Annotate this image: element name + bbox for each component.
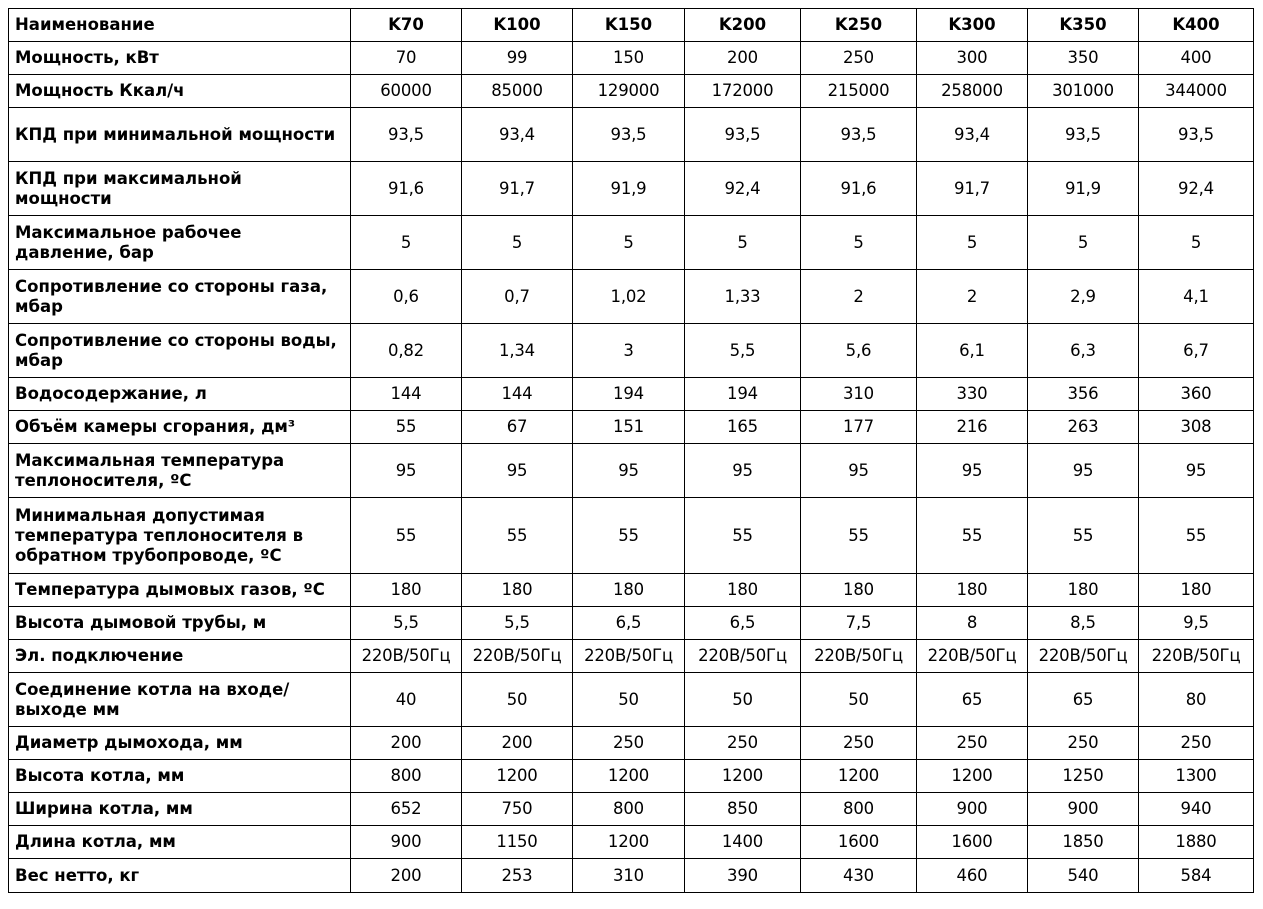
table-cell: 180 <box>1028 574 1139 607</box>
table-cell: 216 <box>917 411 1028 444</box>
table-cell: 5 <box>462 216 573 270</box>
table-cell: 40 <box>351 673 462 727</box>
table-row <box>9 42 1254 75</box>
table-cell: 180 <box>801 574 917 607</box>
table-cell: 8,5 <box>1028 607 1139 640</box>
table-cell: 540 <box>1028 859 1139 893</box>
table-cell: 95 <box>1028 444 1139 498</box>
table-cell: 330 <box>917 378 1028 411</box>
table-cell: 91,9 <box>1028 162 1139 216</box>
table-cell: 850 <box>685 793 801 826</box>
table-cell: 65 <box>917 673 1028 727</box>
table-cell: 91,9 <box>573 162 685 216</box>
table-cell: 50 <box>801 673 917 727</box>
table-cell: 652 <box>351 793 462 826</box>
table-cell: 390 <box>685 859 801 893</box>
table-cell: 430 <box>801 859 917 893</box>
table-cell: 172000 <box>685 75 801 108</box>
table-cell: 55 <box>1139 498 1254 574</box>
table-cell: 93,4 <box>917 108 1028 162</box>
table-row <box>9 411 1254 444</box>
table-cell: 250 <box>801 727 917 760</box>
table-cell: 180 <box>351 574 462 607</box>
table-cell: 93,5 <box>573 108 685 162</box>
row-label: Высота дымовой трубы, м <box>9 607 351 640</box>
table-row <box>9 826 1254 859</box>
table-cell: 50 <box>685 673 801 727</box>
table-cell: 144 <box>351 378 462 411</box>
table-cell: 6,5 <box>685 607 801 640</box>
table-cell: 7,5 <box>801 607 917 640</box>
table-cell: 1300 <box>1139 760 1254 793</box>
row-label: Сопротивление со стороны воды, мбар <box>9 324 351 378</box>
table-cell: 0,82 <box>351 324 462 378</box>
table-cell: 356 <box>1028 378 1139 411</box>
table-cell: 360 <box>1139 378 1254 411</box>
table-cell: 460 <box>917 859 1028 893</box>
table-cell: 55 <box>801 498 917 574</box>
table-cell: 5,5 <box>685 324 801 378</box>
table-cell: 55 <box>917 498 1028 574</box>
table-cell: 144 <box>462 378 573 411</box>
table-cell: 92,4 <box>1139 162 1254 216</box>
model-column-header: K200 <box>685 9 801 42</box>
table-cell: 180 <box>573 574 685 607</box>
table-cell: 93,5 <box>1139 108 1254 162</box>
table-cell: 165 <box>685 411 801 444</box>
table-cell: 263 <box>1028 411 1139 444</box>
row-label: Длина котла, мм <box>9 826 351 859</box>
table-cell: 200 <box>351 727 462 760</box>
table-cell: 250 <box>917 727 1028 760</box>
table-cell: 85000 <box>462 75 573 108</box>
table-cell: 300 <box>917 42 1028 75</box>
table-cell: 5 <box>573 216 685 270</box>
row-label: Ширина котла, мм <box>9 793 351 826</box>
table-cell: 1200 <box>573 826 685 859</box>
table-cell: 1150 <box>462 826 573 859</box>
table-cell: 70 <box>351 42 462 75</box>
table-cell: 99 <box>462 42 573 75</box>
table-cell: 200 <box>351 859 462 893</box>
table-row <box>9 498 1254 574</box>
table-cell: 250 <box>1139 727 1254 760</box>
table-cell: 1200 <box>685 760 801 793</box>
table-cell: 5 <box>351 216 462 270</box>
table-cell: 4,1 <box>1139 270 1254 324</box>
table-cell: 180 <box>1139 574 1254 607</box>
table-cell: 3 <box>573 324 685 378</box>
table-cell: 91,6 <box>351 162 462 216</box>
table-row <box>9 859 1254 893</box>
table-cell: 6,7 <box>1139 324 1254 378</box>
table-cell: 1880 <box>1139 826 1254 859</box>
table-cell: 5 <box>1028 216 1139 270</box>
table-cell: 220В/50Гц <box>1028 640 1139 673</box>
name-column-header: Наименование <box>9 9 351 42</box>
row-label: Мощность, кВт <box>9 42 351 75</box>
table-cell: 250 <box>1028 727 1139 760</box>
model-column-header: K350 <box>1028 9 1139 42</box>
table-cell: 65 <box>1028 673 1139 727</box>
table-cell: 1850 <box>1028 826 1139 859</box>
table-cell: 180 <box>462 574 573 607</box>
table-cell: 177 <box>801 411 917 444</box>
table-cell: 194 <box>685 378 801 411</box>
table-cell: 180 <box>917 574 1028 607</box>
row-label: Эл. подключение <box>9 640 351 673</box>
table-cell: 2 <box>917 270 1028 324</box>
table-cell: 0,7 <box>462 270 573 324</box>
table-cell: 5,6 <box>801 324 917 378</box>
table-cell: 800 <box>801 793 917 826</box>
table-cell: 1200 <box>801 760 917 793</box>
table-cell: 91,7 <box>917 162 1028 216</box>
table-cell: 129000 <box>573 75 685 108</box>
table-cell: 55 <box>351 498 462 574</box>
table-cell: 95 <box>573 444 685 498</box>
table-cell: 800 <box>573 793 685 826</box>
table-cell: 1400 <box>685 826 801 859</box>
table-cell: 1200 <box>573 760 685 793</box>
table-cell: 95 <box>462 444 573 498</box>
row-label: Мощность Ккал/ч <box>9 75 351 108</box>
table-row <box>9 324 1254 378</box>
table-cell: 93,5 <box>685 108 801 162</box>
table-cell: 310 <box>801 378 917 411</box>
table-cell: 1250 <box>1028 760 1139 793</box>
model-column-header: K100 <box>462 9 573 42</box>
model-column-header: K300 <box>917 9 1028 42</box>
table-row <box>9 727 1254 760</box>
spec-table <box>8 8 1254 893</box>
table-cell: 6,5 <box>573 607 685 640</box>
table-cell: 151 <box>573 411 685 444</box>
table-row <box>9 216 1254 270</box>
table-cell: 6,3 <box>1028 324 1139 378</box>
table-cell: 1600 <box>917 826 1028 859</box>
table-cell: 900 <box>1028 793 1139 826</box>
table-cell: 220В/50Гц <box>685 640 801 673</box>
table-cell: 344000 <box>1139 75 1254 108</box>
table-cell: 80 <box>1139 673 1254 727</box>
table-cell: 95 <box>685 444 801 498</box>
table-row <box>9 162 1254 216</box>
table-cell: 200 <box>462 727 573 760</box>
table-cell: 180 <box>685 574 801 607</box>
table-cell: 93,5 <box>1028 108 1139 162</box>
table-cell: 250 <box>573 727 685 760</box>
table-cell: 400 <box>1139 42 1254 75</box>
table-cell: 220В/50Гц <box>1139 640 1254 673</box>
table-cell: 900 <box>917 793 1028 826</box>
table-cell: 93,5 <box>801 108 917 162</box>
table-cell: 55 <box>573 498 685 574</box>
table-cell: 150 <box>573 42 685 75</box>
table-cell: 220В/50Гц <box>462 640 573 673</box>
table-cell: 350 <box>1028 42 1139 75</box>
table-cell: 5,5 <box>351 607 462 640</box>
table-cell: 92,4 <box>685 162 801 216</box>
table-cell: 5 <box>685 216 801 270</box>
table-cell: 2,9 <box>1028 270 1139 324</box>
row-label: Вес нетто, кг <box>9 859 351 893</box>
table-row <box>9 574 1254 607</box>
row-label: Соединение котла на входе/выходе мм <box>9 673 351 727</box>
row-label: Максимальное рабочее давление, бар <box>9 216 351 270</box>
row-label: Объём камеры сгорания, дм³ <box>9 411 351 444</box>
table-cell: 220В/50Гц <box>573 640 685 673</box>
table-cell: 91,6 <box>801 162 917 216</box>
table-cell: 1,33 <box>685 270 801 324</box>
table-cell: 95 <box>801 444 917 498</box>
table-row <box>9 607 1254 640</box>
table-cell: 1600 <box>801 826 917 859</box>
table-cell: 220В/50Гц <box>801 640 917 673</box>
table-cell: 310 <box>573 859 685 893</box>
table-cell: 50 <box>462 673 573 727</box>
table-cell: 800 <box>351 760 462 793</box>
row-label: Диаметр дымохода, мм <box>9 727 351 760</box>
table-cell: 308 <box>1139 411 1254 444</box>
table-cell: 6,1 <box>917 324 1028 378</box>
table-cell: 940 <box>1139 793 1254 826</box>
table-row <box>9 378 1254 411</box>
table-cell: 5 <box>801 216 917 270</box>
row-label: КПД при максимальной мощности <box>9 162 351 216</box>
table-cell: 9,5 <box>1139 607 1254 640</box>
row-label: Максимальная температура теплоносителя, ºС <box>9 444 351 498</box>
model-column-header: K70 <box>351 9 462 42</box>
model-column-header: K150 <box>573 9 685 42</box>
table-cell: 900 <box>351 826 462 859</box>
model-column-header: K250 <box>801 9 917 42</box>
table-cell: 93,4 <box>462 108 573 162</box>
table-cell: 200 <box>685 42 801 75</box>
table-cell: 95 <box>917 444 1028 498</box>
table-cell: 1,34 <box>462 324 573 378</box>
row-label: Высота котла, мм <box>9 760 351 793</box>
table-cell: 2 <box>801 270 917 324</box>
table-row <box>9 75 1254 108</box>
table-cell: 91,7 <box>462 162 573 216</box>
row-label: Минимальная допустимая температура теплоносителя в обратном трубопроводе, ºС <box>9 498 351 574</box>
table-cell: 750 <box>462 793 573 826</box>
table-row <box>9 640 1254 673</box>
table-cell: 5 <box>1139 216 1254 270</box>
table-cell: 194 <box>573 378 685 411</box>
table-cell: 584 <box>1139 859 1254 893</box>
row-label: КПД при минимальной мощности <box>9 108 351 162</box>
table-cell: 60000 <box>351 75 462 108</box>
table-cell: 215000 <box>801 75 917 108</box>
model-column-header: K400 <box>1139 9 1254 42</box>
table-cell: 5 <box>917 216 1028 270</box>
table-header-row <box>9 9 1254 42</box>
table-cell: 55 <box>685 498 801 574</box>
table-cell: 250 <box>801 42 917 75</box>
table-row <box>9 760 1254 793</box>
table-cell: 0,6 <box>351 270 462 324</box>
table-cell: 253 <box>462 859 573 893</box>
table-cell: 93,5 <box>351 108 462 162</box>
table-cell: 55 <box>462 498 573 574</box>
table-cell: 95 <box>1139 444 1254 498</box>
table-cell: 258000 <box>917 75 1028 108</box>
table-row <box>9 444 1254 498</box>
table-row <box>9 108 1254 162</box>
table-cell: 5,5 <box>462 607 573 640</box>
table-row <box>9 270 1254 324</box>
table-cell: 250 <box>685 727 801 760</box>
table-cell: 1,02 <box>573 270 685 324</box>
table-cell: 301000 <box>1028 75 1139 108</box>
row-label: Водосодержание, л <box>9 378 351 411</box>
row-label: Сопротивление со стороны газа, мбар <box>9 270 351 324</box>
table-row <box>9 673 1254 727</box>
table-cell: 50 <box>573 673 685 727</box>
table-cell: 55 <box>1028 498 1139 574</box>
table-cell: 67 <box>462 411 573 444</box>
table-cell: 55 <box>351 411 462 444</box>
table-cell: 1200 <box>462 760 573 793</box>
table-cell: 1200 <box>917 760 1028 793</box>
row-label: Температура дымовых газов, ºС <box>9 574 351 607</box>
table-cell: 220В/50Гц <box>917 640 1028 673</box>
table-cell: 220В/50Гц <box>351 640 462 673</box>
table-row <box>9 793 1254 826</box>
table-cell: 95 <box>351 444 462 498</box>
table-cell: 8 <box>917 607 1028 640</box>
